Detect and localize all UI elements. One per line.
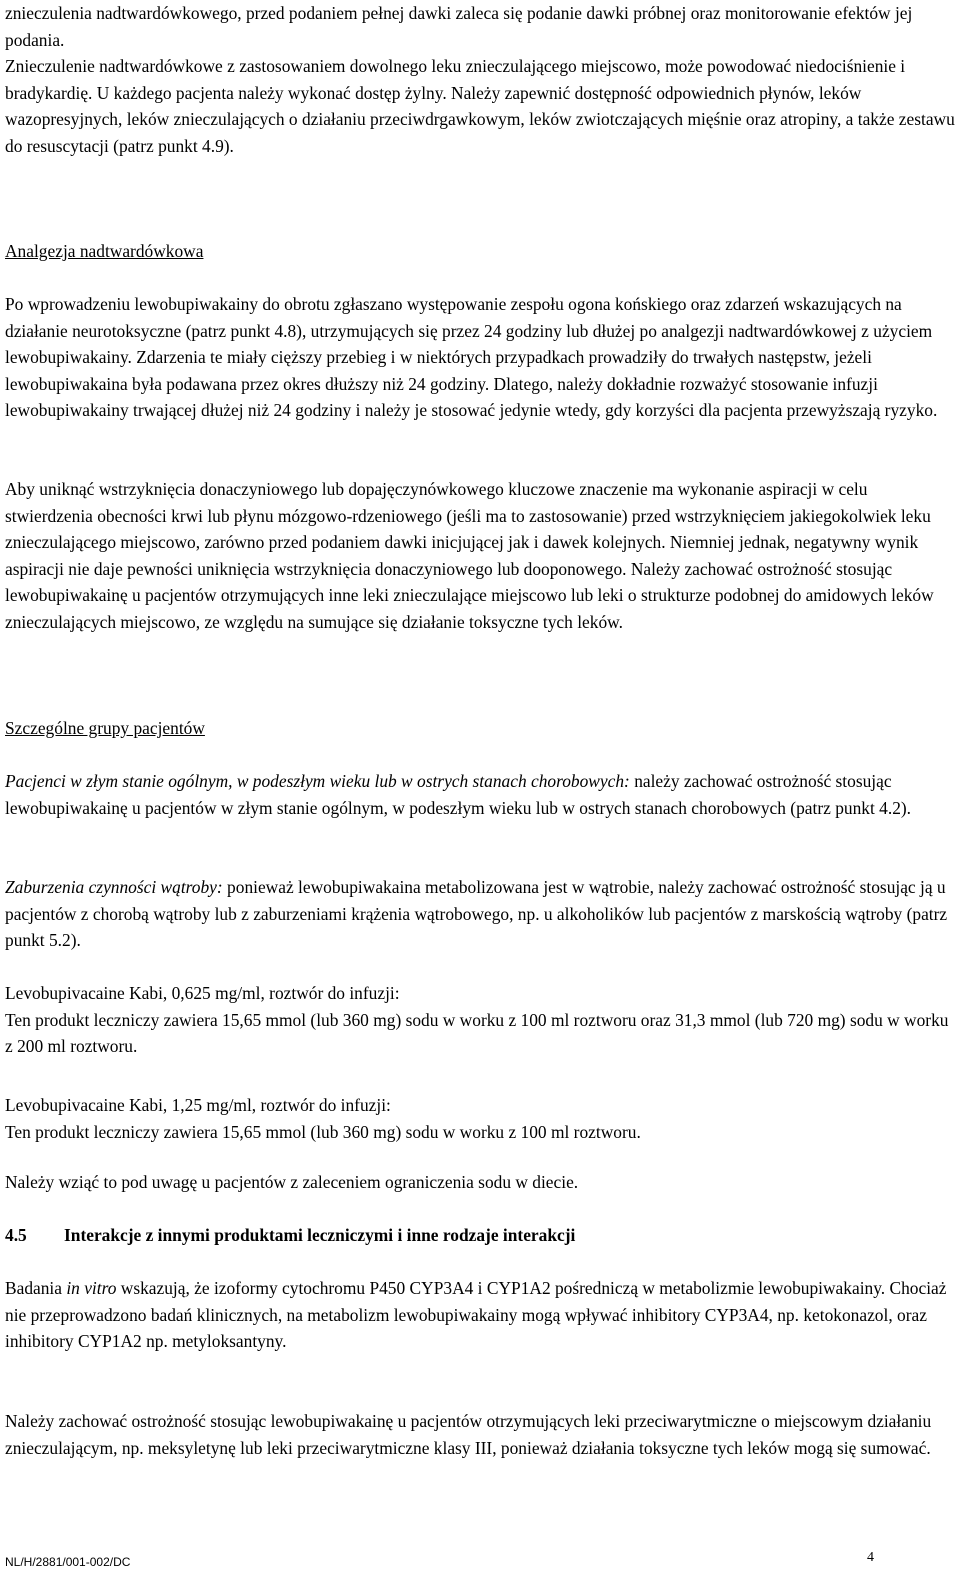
paragraph-liver-lead: Zaburzenia czynności wątroby:: [5, 877, 223, 897]
paragraph-liver-impairment: [5, 874, 955, 954]
paragraph-elderly-rest: należy zachować ostrożność stosując lewobupiwakainę u pacjentów w złym stanie ogólnym, w podeszłym wieku lub w ostrych stanach chorobowych (patrz punkt 4.2).: [5, 771, 912, 818]
heading-analgezja-nadtwardowkowa: Analgezja nadtwardówkowa: [5, 241, 204, 261]
cyp-text-italic: in vitro: [66, 1278, 117, 1298]
sodium-0625-text: Ten produkt leczniczy zawiera 15,65 mmol (lub 360 mg) sodu w worku z 100 ml roztworu oraz 31,3 mmol (lub 720 mg) sodu w worku z 200 ml roztworu.: [5, 1009, 949, 1056]
section-title: Interakcje z innymi produktami leczniczymi i inne rodzaje interakcji: [64, 1225, 576, 1245]
paragraph-trial-dose: znieczulenia nadtwardówkowego, przed podaniem pełnej dawki zaleca się podanie dawki próbnej oraz monitorowanie efektów jej podania.: [5, 3, 913, 50]
sodium-125-text: Ten produkt leczniczy zawiera 15,65 mmol (lub 360 mg) sodu w worku z 100 ml roztworu.: [5, 1121, 641, 1142]
paragraph-sodium-0625: [5, 980, 955, 1060]
paragraph-sodium-diet: Należy wziąć to pod uwagę u pacjentów z zaleceniem ograniczenia sodu w diecie.: [5, 1172, 579, 1192]
paragraph-cyp-interactions: [5, 1275, 955, 1355]
page-number: 4: [867, 1550, 874, 1565]
sodium-0625-title: Levobupivacaine Kabi, 0,625 mg/ml, roztwór do infuzji:: [5, 983, 400, 1003]
section-number: 4.5: [5, 1225, 27, 1245]
paragraph-elderly-patients: [5, 768, 955, 821]
sodium-125-title: Levobupivacaine Kabi, 1,25 mg/ml, roztwór do infuzji:: [5, 1095, 391, 1115]
paragraph-elderly-lead: Pacjenci w złym stanie ogólnym, w podeszłym wieku lub w ostrych stanach chorobowych:: [5, 771, 630, 791]
paragraph-hypotension: Znieczulenie nadtwardówkowe z zastosowaniem dowolnego leku znieczulającego miejscowo, może powodować niedociśnienie i bradykardię. U każdego pacjenta należy wykonać dostęp żylny. Należy zapewnić dostępność odpowiednich płynów, leków wazopresyjnych, leków znieczulających o działaniu przeciwdrgawkowym, leków zwiotczających mięśnie oraz atropiny, a także zestawu do resuscytacji (patrz punkt 4.9).: [5, 56, 955, 156]
document-code: NL/H/2881/001-002/DC: [5, 1555, 131, 1569]
paragraph-liver-rest: ponieważ lewobupiwakaina metabolizowana jest w wątrobie, należy zachować ostrożność stosując ją u pacjentów z chorobą wątroby lub z zaburzeniami krążenia wątrobowego, np. u alkoholików lub pacjentów z marskością wątroby (patrz punkt 5.2).: [5, 877, 948, 950]
cyp-text-b: wskazują, że izoformy cytochromu P450 CYP3A4 i CYP1A2 pośredniczą w metabolizmie lewobupiwakainy. Chociaż nie przeprowadzono badań klinicznych, na metabolizm lewobupiwakainy mogą wpływać inhibitory CYP3A4, np. ketokonazol, oraz inhibitory CYP1A2 np. metyloksantyny.: [5, 1278, 947, 1351]
paragraph-cauda-equina: Po wprowadzeniu lewobupiwakainy do obrotu zgłaszano występowanie zespołu ogona końskiego oraz zdarzeń wskazujących na działanie neurotoksyczne (patrz punkt 4.8), utrzymujących się przez 24 godziny lub dłużej po analgezji nadtwardówkowej z użyciem lewobupiwakainy. Zdarzenia te miały cięższy przebieg i w niektórych przypadkach prowadziły do trwałych następstw, jeżeli lewobupiwakaina była podawana przez okres dłuższy niż 24 godziny. Dlatego, należy dokładnie rozważyć stosowanie infuzji lewobupiwakainy trwającej dłużej niż 24 godziny i należy je stosować jedynie wtedy, gdy korzyści dla pacjenta przewyższają ryzyko.: [5, 294, 938, 420]
paragraph-antiarrhythmics: Należy zachować ostrożność stosując lewobupiwakainę u pacjentów otrzymujących leki przeciwarytmiczne o miejscowym działaniu znieczulającym, np. meksyletynę lub leki przeciwarytmiczne klasy III, ponieważ działania toksyczne tych leków mogą się sumować.: [5, 1411, 932, 1458]
paragraph-aspiration: Aby uniknąć wstrzyknięcia donaczyniowego lub dopajęczynówkowego kluczowe znaczenie ma wykonanie aspiracji w celu stwierdzenia obecności krwi lub płynu mózgowo-rdzeniowego (jeśli ma to zastosowanie) przed wstrzyknięciem jakiegokolwiek leku znieczulającego miejscowo, zarówno przed podaniem dawki inicjującej jak i dawek kolejnych. Niemniej jednak, negatywny wynik aspiracji nie daje pewności uniknięcia wstrzyknięcia donaczyniowego lub dooponowego. Należy zachować ostrożność stosując lewobupiwakainę u pacjentów otrzymujących inne leki znieczulające miejscowo lub leki o strukturze podobnej do amidowych leków znieczulających miejscowo, ze względu na sumujące się działanie toksyczne tych leków.: [5, 479, 934, 632]
cyp-text-a: Badania: [5, 1278, 67, 1298]
heading-section-4-5: [5, 1222, 955, 1249]
heading-szczegolne-grupy: Szczególne grupy pacjentów: [5, 718, 205, 738]
paragraph-sodium-125: [5, 1092, 955, 1145]
